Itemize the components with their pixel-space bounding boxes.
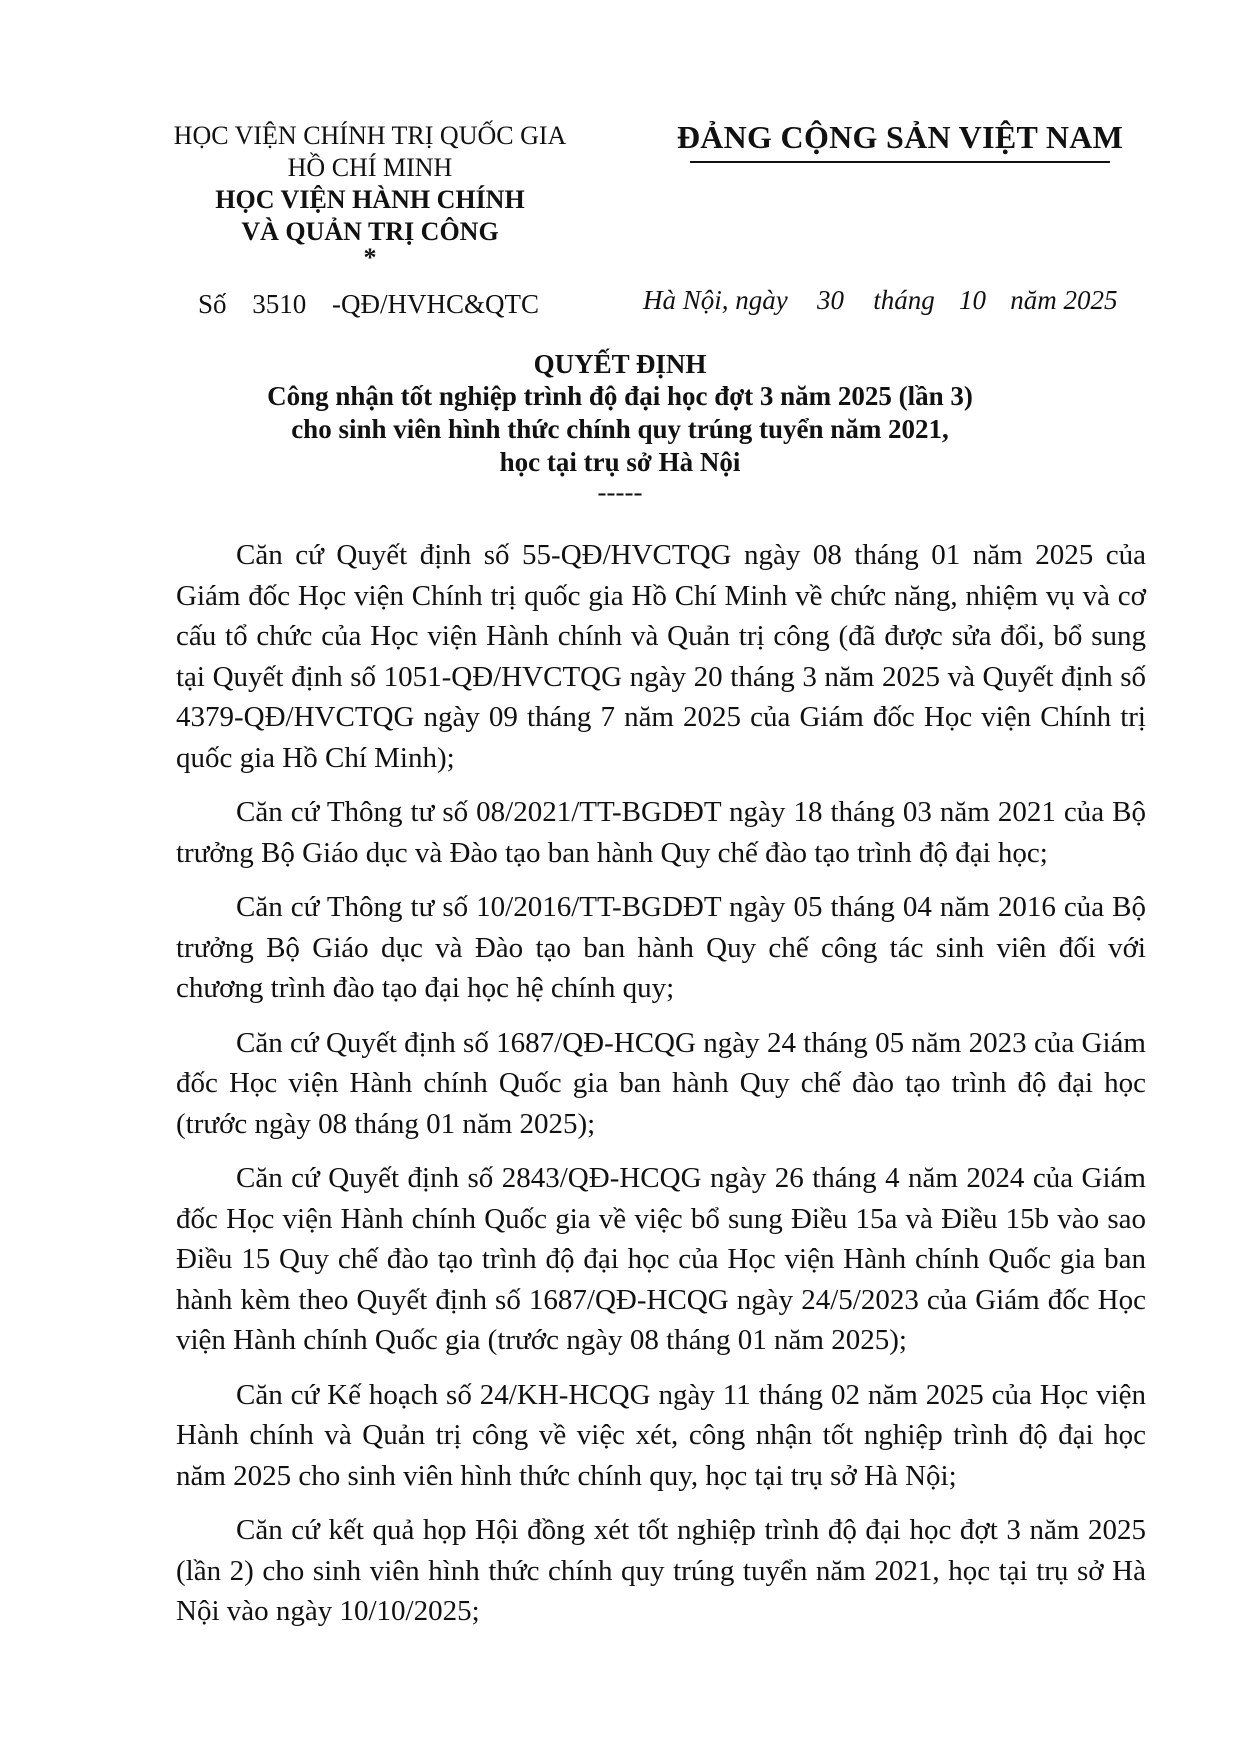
number-prefix: Số: [198, 289, 227, 319]
date-year-label: năm: [1010, 285, 1057, 315]
decision-title: QUYẾT ĐỊNH: [533, 349, 707, 379]
date-month: 10: [959, 285, 987, 315]
number-value: 3510: [252, 289, 307, 319]
basis-paragraph: Căn cứ Thông tư số 10/2016/TT-BGDĐT ngày 05 tháng 04 năm 2016 của Bộ trưởng Bộ Giáo dục và Đào tạo ban hành Quy chế công tác sinh viên đối với chương trình đào tạo đại học hệ chính quy;: [176, 891, 1146, 1004]
date-year: 2025: [1063, 285, 1118, 315]
number-suffix: -QĐ/HVHC&QTC: [332, 289, 540, 319]
decision-body: [176, 535, 1146, 1646]
basis-paragraph: Căn cứ kết quả họp Hội đồng xét tốt nghiệp trình độ đại học đợt 3 năm 2025 (lần 2) cho sinh viên hình thức chính quy trúng tuyển năm 2021, học tại trụ sở Hà Nội vào ngày 10/10/2025;: [176, 1514, 1146, 1627]
document-date: [643, 284, 1118, 316]
org-star: *: [363, 243, 377, 272]
heading-separator: -----: [597, 477, 643, 507]
party-title: ĐẢNG CỘNG SẢN VIỆT NAM: [676, 119, 1124, 155]
party-title-underline: [690, 161, 1110, 163]
decision-subtitle-1: Công nhận tốt nghiệp trình độ đại học đợt 3 năm 2025 (lần 3): [267, 381, 973, 411]
basis-paragraph: Căn cứ Quyết định số 2843/QĐ-HCQG ngày 26 tháng 4 năm 2024 của Giám đốc Học viện Hành chính Quốc gia về việc bổ sung Điều 15a và Điều 15b vào sao Điều 15 Quy chế đào tạo trình độ đại học của Học viện Hành chính Quốc gia ban hành kèm theo Quyết định số 1687/QĐ-HCQG ngày 24/5/2023 của Giám đốc Học viện Hành chính Quốc gia (trước ngày 08 tháng 01 năm 2025);: [176, 1162, 1146, 1356]
org-line-2: HỒ CHÍ MINH: [287, 153, 453, 182]
org-line-4: VÀ QUẢN TRỊ CÔNG: [241, 217, 499, 246]
issuing-organization: [160, 120, 580, 272]
document-number: [198, 288, 539, 320]
date-day: 30: [817, 285, 844, 315]
party-header: [670, 117, 1130, 163]
basis-paragraph: Căn cứ Kế hoạch số 24/KH-HCQG ngày 11 tháng 02 năm 2025 của Học viện Hành chính và Quản trị công về việc xét, công nhận tốt nghiệp trình độ đại học năm 2025 cho sinh viên hình thức chính quy, học tại trụ sở Hà Nội;: [176, 1378, 1146, 1492]
org-line-1: HỌC VIỆN CHÍNH TRỊ QUỐC GIA: [173, 121, 567, 150]
basis-paragraph: Căn cứ Quyết định số 1687/QĐ-HCQG ngày 24 tháng 05 năm 2023 của Giám đốc Học viện Hành chính Quốc gia ban hành Quy chế đào tạo trình độ đại học (trước ngày 08 tháng 01 năm 2025);: [176, 1026, 1146, 1140]
org-line-3: HỌC VIỆN HÀNH CHÍNH: [215, 185, 525, 214]
date-place: Hà Nội, ngày: [643, 285, 788, 315]
decision-subtitle-2: cho sinh viên hình thức chính quy trúng tuyển năm 2021,: [291, 414, 949, 444]
date-month-label: tháng: [873, 285, 935, 315]
basis-paragraph: Căn cứ Quyết định số 55-QĐ/HVCTQG ngày 08 tháng 01 năm 2025 của Giám đốc Học viện Chính trị quốc gia Hồ Chí Minh về chức năng, nhiệm vụ và cơ cấu tổ chức của Học viện Hành chính và Quản trị công (đã được sửa đổi, bổ sung tại Quyết định số 1051-QĐ/HVCTQG ngày 20 tháng 3 năm 2025 và Quyết định số 4379-QĐ/HVCTQG ngày 09 tháng 7 năm 2025 của Giám đốc Học viện Chính trị quốc gia Hồ Chí Minh);: [176, 539, 1146, 774]
decision-subtitle-3: học tại trụ sở Hà Nội: [499, 447, 741, 477]
basis-paragraph: Căn cứ Thông tư số 08/2021/TT-BGDĐT ngày 18 tháng 03 năm 2021 của Bộ trưởng Bộ Giáo dục và Đào tạo ban hành Quy chế đào tạo trình độ đại học;: [176, 796, 1146, 869]
decision-heading: [160, 348, 1080, 505]
